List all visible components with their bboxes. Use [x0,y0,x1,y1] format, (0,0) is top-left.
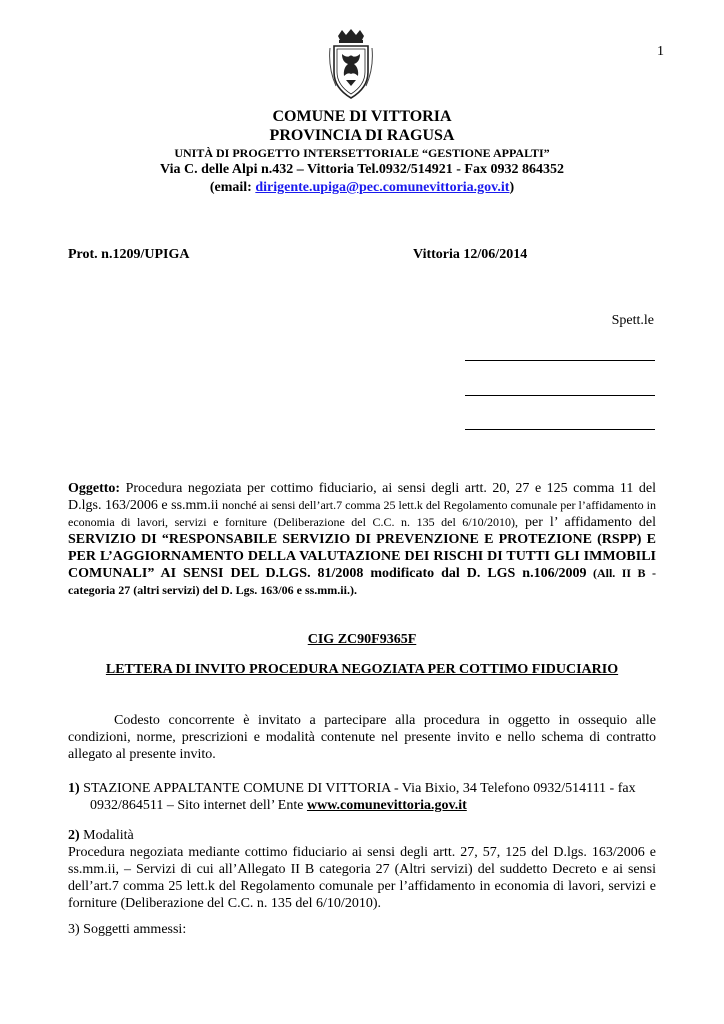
address-line: Via C. delle Alpi n.432 – Vittoria Tel.0932/514921 - Fax 0932 864352 [160,162,564,177]
intro-paragraph: Codesto concorrente è invitato a partecipare alla procedura in oggetto in ossequio alle condizioni, norme, prescrizioni e modalità contenute nel presente invito e nello schema di contratto allegato al presente invito. [68,713,656,762]
page-number: 1 [657,44,664,59]
address-line-3 [465,429,655,430]
section-2-text: Procedura negoziata mediante cottimo fiduciario ai sensi degli artt. 27, 57, 125 del D.lgs. 163/2006 e ss.mm.ii, – Servizi di cui all’Allegato II B categoria 27 (Altri servizi) del suddetto Decreto e ai sensi dell’art.7 comma 25 lett.k del Regolamento comunale per l’affidamento in economia di lavori, servizi e forniture (Deliberazione del C.C. n. 135 del 6/10/2010). [68,845,656,911]
addressee-label: Spett.le [611,313,654,328]
address-line-2 [465,395,655,396]
website-link[interactable]: www.comunevittoria.gov.it [306,798,467,813]
letter-title: LETTERA DI INVITO PROCEDURA NEGOZIATA PER COTTIMO FIDUCIARIO [105,662,619,677]
subject-label: Oggetto: [68,481,121,496]
subject-paragraph: Oggetto: Procedura negoziata per cottimo fiduciario, ai sensi degli artt. 20, 27 e 125 comma 11 del D.lgs. 163/2006 e ss.mm.ii nonché ai sensi dell’art.7 comma 25 lett.k del Regolamento comunale per l’affidamento in economia di lavori, servizi e forniture (Deliberazione del C.C. n. 135 del 6/10/2010), per l’ affidamento del SERVIZIO DI “RESPONSABILE SERVIZIO DI PREVENZIONE E PROTEZIONE (RSPP) E PER L’AGGIORNAMENTO DELLA VALUTAZIONE DEI RISCHI DI TUTTI GLI IMMOBILI COMUNALI” AI SENSI DEL D.LGS. 81/2008 modificato dal D. LGS n.106/2009 (All. II B - categoria 27 (altri servizi) del D. Lgs. 163/06 e ss.mm.ii.). [68,481,657,597]
place-date: Vittoria 12/06/2014 [413,247,528,262]
cig-code: CIG ZC90F9365F [307,632,417,647]
section-3-heading: 3) Soggetti ammessi: [68,922,187,937]
coat-of-arms-icon [328,28,374,102]
protocol-number: Prot. n.1209/UPIGA [68,247,190,262]
municipality-name: COMUNE DI VITTORIA [272,108,452,125]
email-line: (email: dirigente.upiga@pec.comunevittoria.gov.it) [209,180,515,195]
email-link[interactable]: dirigente.upiga@pec.comunevittoria.gov.it [255,180,510,195]
section-2-heading: 2) Modalità [68,828,134,843]
address-line-1 [465,360,655,361]
province-name: PROVINCIA DI RAGUSA [269,127,455,144]
section-1: 1) STAZIONE APPALTANTE COMUNE DI VITTORIA - Via Bixio, 34 Telefono 0932/514111 - fax 0932/864511 – Sito internet dell’ Ente www.comunevittoria.gov.it [68,781,636,813]
department-name: UNITÀ DI PROGETTO INTERSETTORIALE “GESTIONE APPALTI” [174,146,550,160]
